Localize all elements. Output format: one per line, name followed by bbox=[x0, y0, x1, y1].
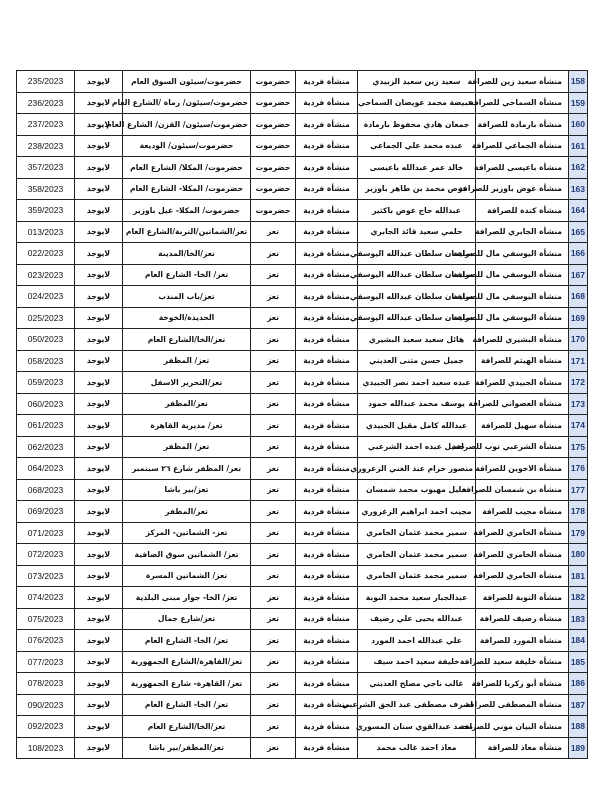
address-cell: حضرموت/سيئون/ القزن/ الشارع العام bbox=[123, 114, 251, 136]
table-row bbox=[17, 737, 588, 759]
address-cell: تعز/ الشماتين سوق الصافية bbox=[123, 544, 251, 566]
row-number-cell: 189 bbox=[569, 737, 588, 759]
branches-status-cell: لايوجد bbox=[75, 479, 123, 501]
governorate-cell: تعز bbox=[251, 221, 296, 243]
establishment-name-cell: منشأة الجبيدي للصرافة bbox=[476, 372, 569, 394]
governorate-cell: تعز bbox=[251, 479, 296, 501]
table-row bbox=[17, 286, 588, 308]
table-row bbox=[17, 200, 588, 222]
establishment-name-cell: منشأة المورد للصرافة bbox=[476, 630, 569, 652]
entity-type-cell: منشأة فردية bbox=[296, 608, 358, 630]
license-number-cell: 235/2023 bbox=[17, 71, 75, 93]
row-number-cell: 161 bbox=[569, 135, 588, 157]
owner-name-cell: عوض محمد بن طاهر باوزير bbox=[358, 178, 476, 200]
branches-status-cell: لايوجد bbox=[75, 694, 123, 716]
license-number-cell: 078/2023 bbox=[17, 673, 75, 695]
branches-status-cell: لايوجد bbox=[75, 114, 123, 136]
governorate-cell: تعز bbox=[251, 673, 296, 695]
license-number-cell: 357/2023 bbox=[17, 157, 75, 179]
table-row bbox=[17, 393, 588, 415]
entity-type-cell: منشأة فردية bbox=[296, 286, 358, 308]
table-row bbox=[17, 458, 588, 480]
license-number-cell: 092/2023 bbox=[17, 716, 75, 738]
table-row bbox=[17, 415, 588, 437]
table-row bbox=[17, 329, 588, 351]
table-row bbox=[17, 565, 588, 587]
address-cell: الحديدة/الخوخة bbox=[123, 307, 251, 329]
establishment-name-cell: منشأة اليوسفي مال للصرافة bbox=[476, 307, 569, 329]
owner-name-cell: سليمان سلطان عبدالله اليوسفي bbox=[358, 307, 476, 329]
branches-status-cell: لايوجد bbox=[75, 200, 123, 222]
table-row bbox=[17, 651, 588, 673]
entity-type-cell: منشأة فردية bbox=[296, 544, 358, 566]
address-cell: تعز/الشماتين/التربة/الشارع العام bbox=[123, 221, 251, 243]
license-number-cell: 075/2023 bbox=[17, 608, 75, 630]
address-cell: تعز/ مديرية القاهرة bbox=[123, 415, 251, 437]
row-number-cell: 186 bbox=[569, 673, 588, 695]
branches-status-cell: لايوجد bbox=[75, 372, 123, 394]
establishment-name-cell: منشأة سهيل للصرافة bbox=[476, 415, 569, 437]
branches-status-cell: لايوجد bbox=[75, 544, 123, 566]
governorate-cell: تعز bbox=[251, 264, 296, 286]
branches-status-cell: لايوجد bbox=[75, 436, 123, 458]
row-number-cell: 164 bbox=[569, 200, 588, 222]
establishment-name-cell: منشأة النوبة للصرافة bbox=[476, 587, 569, 609]
entity-type-cell: منشأة فردية bbox=[296, 307, 358, 329]
establishment-name-cell: منشأة الشرعبي توب للصرافة bbox=[476, 436, 569, 458]
branches-status-cell: لايوجد bbox=[75, 393, 123, 415]
entity-type-cell: منشأة فردية bbox=[296, 92, 358, 114]
establishment-name-cell: منشأة بن شمسان للصرافة bbox=[476, 479, 569, 501]
governorate-cell: حضرموت bbox=[251, 71, 296, 93]
owner-name-cell: سعيد زين سعيد الزبيدي bbox=[358, 71, 476, 93]
entity-type-cell: منشأة فردية bbox=[296, 200, 358, 222]
row-number-cell: 166 bbox=[569, 243, 588, 265]
branches-status-cell: لايوجد bbox=[75, 157, 123, 179]
branches-status-cell: لايوجد bbox=[75, 587, 123, 609]
license-number-cell: 237/2023 bbox=[17, 114, 75, 136]
branches-status-cell: لايوجد bbox=[75, 221, 123, 243]
entity-type-cell: منشأة فردية bbox=[296, 415, 358, 437]
owner-name-cell: سليمان سلطان عبدالله اليوسفي bbox=[358, 286, 476, 308]
license-number-cell: 062/2023 bbox=[17, 436, 75, 458]
address-cell: تعز/بير باشا bbox=[123, 479, 251, 501]
establishment-name-cell: منشأة الهيثم للصرافة bbox=[476, 350, 569, 372]
license-number-cell: 071/2023 bbox=[17, 522, 75, 544]
entity-type-cell: منشأة فردية bbox=[296, 458, 358, 480]
branches-status-cell: لايوجد bbox=[75, 92, 123, 114]
address-cell: تعز/شارع جمال bbox=[123, 608, 251, 630]
table-row bbox=[17, 178, 588, 200]
governorate-cell: حضرموت bbox=[251, 178, 296, 200]
branches-status-cell: لايوجد bbox=[75, 565, 123, 587]
owner-name-cell: يوسف محمد عبدالله حمود bbox=[358, 393, 476, 415]
owner-name-cell: هائل سعيد سعيد البشيري bbox=[358, 329, 476, 351]
governorate-cell: حضرموت bbox=[251, 157, 296, 179]
branches-status-cell: لايوجد bbox=[75, 522, 123, 544]
branches-status-cell: لايوجد bbox=[75, 458, 123, 480]
row-number-cell: 181 bbox=[569, 565, 588, 587]
license-number-cell: 024/2023 bbox=[17, 286, 75, 308]
governorate-cell: تعز bbox=[251, 694, 296, 716]
license-number-cell: 074/2023 bbox=[17, 587, 75, 609]
table-row bbox=[17, 307, 588, 329]
row-number-cell: 171 bbox=[569, 350, 588, 372]
branches-status-cell: لايوجد bbox=[75, 608, 123, 630]
table-row bbox=[17, 221, 588, 243]
establishment-name-cell: منشأة الجابري للصرافة bbox=[476, 221, 569, 243]
owner-name-cell: جميل حسن مثنى العديني bbox=[358, 350, 476, 372]
table-row bbox=[17, 436, 588, 458]
table-row bbox=[17, 501, 588, 523]
governorate-cell: تعز bbox=[251, 415, 296, 437]
branches-status-cell: لايوجد bbox=[75, 178, 123, 200]
governorate-cell: تعز bbox=[251, 651, 296, 673]
governorate-cell: تعز bbox=[251, 630, 296, 652]
table-row bbox=[17, 135, 588, 157]
table-row bbox=[17, 92, 588, 114]
owner-name-cell: عبدالله حاج عوض باكثير bbox=[358, 200, 476, 222]
establishment-name-cell: منشأة العصواني للصرافة bbox=[476, 393, 569, 415]
owner-name-cell: خليل مهيوب محمد شمسان bbox=[358, 479, 476, 501]
owner-name-cell: محمد عبدالقوي سنان المسوري bbox=[358, 716, 476, 738]
address-cell: تعز- الشماتين- المركز bbox=[123, 522, 251, 544]
governorate-cell: تعز bbox=[251, 608, 296, 630]
entity-type-cell: منشأة فردية bbox=[296, 329, 358, 351]
row-number-cell: 176 bbox=[569, 458, 588, 480]
exchange-registry-table bbox=[16, 70, 588, 759]
entity-type-cell: منشأة فردية bbox=[296, 372, 358, 394]
branches-status-cell: لايوجد bbox=[75, 630, 123, 652]
governorate-cell: تعز bbox=[251, 716, 296, 738]
entity-type-cell: منشأة فردية bbox=[296, 479, 358, 501]
table-row bbox=[17, 243, 588, 265]
row-number-cell: 167 bbox=[569, 264, 588, 286]
address-cell: تعز/ الخا- الشارع العام bbox=[123, 694, 251, 716]
table-row bbox=[17, 608, 588, 630]
row-number-cell: 169 bbox=[569, 307, 588, 329]
row-number-cell: 184 bbox=[569, 630, 588, 652]
entity-type-cell: منشأة فردية bbox=[296, 716, 358, 738]
license-number-cell: 077/2023 bbox=[17, 651, 75, 673]
address-cell: تعز/ الشماتين المسرة bbox=[123, 565, 251, 587]
row-number-cell: 159 bbox=[569, 92, 588, 114]
license-number-cell: 108/2023 bbox=[17, 737, 75, 759]
license-number-cell: 090/2023 bbox=[17, 694, 75, 716]
owner-name-cell: علي عبدالله احمد المورد bbox=[358, 630, 476, 652]
address-cell: تعز/التحرير الاسفل bbox=[123, 372, 251, 394]
establishment-name-cell: منشأة معاذ للصرافة bbox=[476, 737, 569, 759]
entity-type-cell: منشأة فردية bbox=[296, 630, 358, 652]
entity-type-cell: منشأة فردية bbox=[296, 178, 358, 200]
entity-type-cell: منشأة فردية bbox=[296, 565, 358, 587]
entity-type-cell: منشأة فردية bbox=[296, 243, 358, 265]
entity-type-cell: منشأة فردية bbox=[296, 673, 358, 695]
row-number-cell: 187 bbox=[569, 694, 588, 716]
address-cell: تعز/ الخا- الشارع العام bbox=[123, 630, 251, 652]
establishment-name-cell: منشأة اليوسفي مال للصرافة bbox=[476, 286, 569, 308]
license-number-cell: 072/2023 bbox=[17, 544, 75, 566]
address-cell: حضرموت/ المكلا/ الشارع العام bbox=[123, 157, 251, 179]
owner-name-cell: خالد عمر عبدالله باعيسى bbox=[358, 157, 476, 179]
establishment-name-cell: منشأة الجماعي للصرافة bbox=[476, 135, 569, 157]
address-cell: تعز/المظفر bbox=[123, 393, 251, 415]
branches-status-cell: لايوجد bbox=[75, 307, 123, 329]
table-row bbox=[17, 157, 588, 179]
license-number-cell: 073/2023 bbox=[17, 565, 75, 587]
owner-name-cell: سليمان سلطان عبدالله اليوسفي bbox=[358, 264, 476, 286]
owner-name-cell: منصور حزام عبد الغني الزعروري bbox=[358, 458, 476, 480]
address-cell: تعز/ الخا- جوار مبنى البلدية bbox=[123, 587, 251, 609]
owner-name-cell: خليفة سعيد احمد سيف bbox=[358, 651, 476, 673]
table-row bbox=[17, 673, 588, 695]
owner-name-cell: سليمان سلطان عبدالله اليوسفي bbox=[358, 243, 476, 265]
license-number-cell: 023/2023 bbox=[17, 264, 75, 286]
establishment-name-cell: منشأة الخامري للصرافة bbox=[476, 565, 569, 587]
address-cell: تعز/المظفر/بير باشا bbox=[123, 737, 251, 759]
owner-name-cell: مجيب احمد ابراهيم الزغروري bbox=[358, 501, 476, 523]
address-cell: حضرموت/سيئون/ الوديعة bbox=[123, 135, 251, 157]
row-number-cell: 160 bbox=[569, 114, 588, 136]
license-number-cell: 069/2023 bbox=[17, 501, 75, 523]
establishment-name-cell: منشأة بارمادة للصرافة bbox=[476, 114, 569, 136]
governorate-cell: حضرموت bbox=[251, 114, 296, 136]
license-number-cell: 058/2023 bbox=[17, 350, 75, 372]
table-row bbox=[17, 694, 588, 716]
entity-type-cell: منشأة فردية bbox=[296, 71, 358, 93]
owner-name-cell: سمير محمد عثمان الخامري bbox=[358, 522, 476, 544]
row-number-cell: 168 bbox=[569, 286, 588, 308]
address-cell: تعز/ الخا- الشارع العام bbox=[123, 264, 251, 286]
branches-status-cell: لايوجد bbox=[75, 329, 123, 351]
owner-name-cell: معاذ احمد غالب محمد bbox=[358, 737, 476, 759]
governorate-cell: تعز bbox=[251, 501, 296, 523]
governorate-cell: تعز bbox=[251, 522, 296, 544]
table-row bbox=[17, 350, 588, 372]
entity-type-cell: منشأة فردية bbox=[296, 221, 358, 243]
table-row bbox=[17, 479, 588, 501]
entity-type-cell: منشأة فردية bbox=[296, 436, 358, 458]
row-number-cell: 183 bbox=[569, 608, 588, 630]
branches-status-cell: لايوجد bbox=[75, 501, 123, 523]
owner-name-cell: عبدالجبار سعيد محمد النوبة bbox=[358, 587, 476, 609]
row-number-cell: 185 bbox=[569, 651, 588, 673]
entity-type-cell: منشأة فردية bbox=[296, 522, 358, 544]
entity-type-cell: منشأة فردية bbox=[296, 501, 358, 523]
license-number-cell: 050/2023 bbox=[17, 329, 75, 351]
establishment-name-cell: منشأة سعيد زين للصرافة bbox=[476, 71, 569, 93]
license-number-cell: 236/2023 bbox=[17, 92, 75, 114]
governorate-cell: تعز bbox=[251, 544, 296, 566]
table-row bbox=[17, 716, 588, 738]
owner-name-cell: غالب ناجي مصلح العديني bbox=[358, 673, 476, 695]
row-number-cell: 178 bbox=[569, 501, 588, 523]
address-cell: تعز/باب المندب bbox=[123, 286, 251, 308]
owner-name-cell: عبده سعيد احمد نصر الجبيدي bbox=[358, 372, 476, 394]
license-number-cell: 238/2023 bbox=[17, 135, 75, 157]
row-number-cell: 170 bbox=[569, 329, 588, 351]
row-number-cell: 158 bbox=[569, 71, 588, 93]
address-cell: تعز/الخا/المدينة bbox=[123, 243, 251, 265]
owner-name-cell: حلمي سعيد قائد الجابري bbox=[358, 221, 476, 243]
table-row bbox=[17, 522, 588, 544]
row-number-cell: 175 bbox=[569, 436, 588, 458]
governorate-cell: حضرموت bbox=[251, 135, 296, 157]
address-cell: تعز/الخا/الشارع العام bbox=[123, 716, 251, 738]
license-number-cell: 025/2023 bbox=[17, 307, 75, 329]
governorate-cell: تعز bbox=[251, 329, 296, 351]
address-cell: تعز/المظفر bbox=[123, 501, 251, 523]
governorate-cell: تعز bbox=[251, 307, 296, 329]
row-number-cell: 177 bbox=[569, 479, 588, 501]
establishment-name-cell: منشأة رضيف للصرافة bbox=[476, 608, 569, 630]
branches-status-cell: لايوجد bbox=[75, 716, 123, 738]
owner-name-cell: جميل عبده احمد الشرعبي bbox=[358, 436, 476, 458]
establishment-name-cell: منشأة عوض باوزير للصرافة bbox=[476, 178, 569, 200]
governorate-cell: تعز bbox=[251, 243, 296, 265]
license-number-cell: 064/2023 bbox=[17, 458, 75, 480]
establishment-name-cell: منشأة أبو زكريا للصرافة bbox=[476, 673, 569, 695]
governorate-cell: حضرموت bbox=[251, 92, 296, 114]
entity-type-cell: منشأة فردية bbox=[296, 587, 358, 609]
row-number-cell: 163 bbox=[569, 178, 588, 200]
branches-status-cell: لايوجد bbox=[75, 350, 123, 372]
address-cell: حضرموت/سيئون السوق العام bbox=[123, 71, 251, 93]
establishment-name-cell: منشأة خليفة سعيد للصرافة bbox=[476, 651, 569, 673]
row-number-cell: 172 bbox=[569, 372, 588, 394]
row-number-cell: 179 bbox=[569, 522, 588, 544]
owner-name-cell: عبدالله كامل مقبل الجبيدي bbox=[358, 415, 476, 437]
entity-type-cell: منشأة فردية bbox=[296, 114, 358, 136]
address-cell: تعز/القاهرة/الشارع الجمهورية bbox=[123, 651, 251, 673]
table-row bbox=[17, 544, 588, 566]
establishment-name-cell: منشأة البيان موني للصرافة bbox=[476, 716, 569, 738]
row-number-cell: 182 bbox=[569, 587, 588, 609]
license-number-cell: 061/2023 bbox=[17, 415, 75, 437]
entity-type-cell: منشأة فردية bbox=[296, 157, 358, 179]
address-cell: حضرموت/سيئون/ رماة /الشارع العام bbox=[123, 92, 251, 114]
table-row bbox=[17, 372, 588, 394]
address-cell: تعز/ المظفر شارع ٢٦ سبتمبر bbox=[123, 458, 251, 480]
branches-status-cell: لايوجد bbox=[75, 71, 123, 93]
license-number-cell: 068/2023 bbox=[17, 479, 75, 501]
table-body bbox=[17, 71, 588, 759]
establishment-name-cell: منشأة مجيب للصرافة bbox=[476, 501, 569, 523]
establishment-name-cell: منشأة الاخوين للصرافة bbox=[476, 458, 569, 480]
governorate-cell: تعز bbox=[251, 737, 296, 759]
branches-status-cell: لايوجد bbox=[75, 286, 123, 308]
table-row bbox=[17, 264, 588, 286]
license-number-cell: 359/2023 bbox=[17, 200, 75, 222]
row-number-cell: 173 bbox=[569, 393, 588, 415]
establishment-name-cell: منشأة كندة للصرافة bbox=[476, 200, 569, 222]
branches-status-cell: لايوجد bbox=[75, 243, 123, 265]
governorate-cell: تعز bbox=[251, 565, 296, 587]
entity-type-cell: منشأة فردية bbox=[296, 264, 358, 286]
license-number-cell: 060/2023 bbox=[17, 393, 75, 415]
row-number-cell: 165 bbox=[569, 221, 588, 243]
establishment-name-cell: منشأة المصطفى للصرافة bbox=[476, 694, 569, 716]
governorate-cell: تعز bbox=[251, 372, 296, 394]
governorate-cell: تعز bbox=[251, 458, 296, 480]
row-number-cell: 188 bbox=[569, 716, 588, 738]
branches-status-cell: لايوجد bbox=[75, 673, 123, 695]
branches-status-cell: لايوجد bbox=[75, 264, 123, 286]
entity-type-cell: منشأة فردية bbox=[296, 350, 358, 372]
establishment-name-cell: منشأة الخامري للصرافة bbox=[476, 522, 569, 544]
governorate-cell: تعز bbox=[251, 587, 296, 609]
entity-type-cell: منشأة فردية bbox=[296, 135, 358, 157]
table-row bbox=[17, 630, 588, 652]
license-number-cell: 013/2023 bbox=[17, 221, 75, 243]
table-row bbox=[17, 71, 588, 93]
governorate-cell: تعز bbox=[251, 393, 296, 415]
establishment-name-cell: منشأة اليوسفي مال للصرافة bbox=[476, 243, 569, 265]
owner-name-cell: عبيضة محمد عويضان السماحي bbox=[358, 92, 476, 114]
entity-type-cell: منشأة فردية bbox=[296, 393, 358, 415]
owner-name-cell: عبده محمد علي الجماعي bbox=[358, 135, 476, 157]
address-cell: تعز/ القاهرة- شارع الجمهورية bbox=[123, 673, 251, 695]
entity-type-cell: منشأة فردية bbox=[296, 694, 358, 716]
branches-status-cell: لايوجد bbox=[75, 737, 123, 759]
license-number-cell: 022/2023 bbox=[17, 243, 75, 265]
establishment-name-cell: منشأة البشيري للصرافة bbox=[476, 329, 569, 351]
entity-type-cell: منشأة فردية bbox=[296, 651, 358, 673]
owner-name-cell: عبدالله يحيى علي رضيف bbox=[358, 608, 476, 630]
establishment-name-cell: منشأة السماحي للصرافة bbox=[476, 92, 569, 114]
governorate-cell: تعز bbox=[251, 286, 296, 308]
establishment-name-cell: منشأة باعيسى للصرافة bbox=[476, 157, 569, 179]
branches-status-cell: لايوجد bbox=[75, 651, 123, 673]
address-cell: تعز/الخا/الشارع العام bbox=[123, 329, 251, 351]
owner-name-cell: جمعان هادي محفوظ بارمادة bbox=[358, 114, 476, 136]
row-number-cell: 174 bbox=[569, 415, 588, 437]
establishment-name-cell: منشأة الخامري للصرافة bbox=[476, 544, 569, 566]
governorate-cell: تعز bbox=[251, 436, 296, 458]
owner-name-cell: سمير محمد عثمان الخامري bbox=[358, 565, 476, 587]
governorate-cell: تعز bbox=[251, 350, 296, 372]
license-number-cell: 076/2023 bbox=[17, 630, 75, 652]
address-cell: تعز/ المظفر bbox=[123, 350, 251, 372]
row-number-cell: 180 bbox=[569, 544, 588, 566]
branches-status-cell: لايوجد bbox=[75, 415, 123, 437]
entity-type-cell: منشأة فردية bbox=[296, 737, 358, 759]
license-number-cell: 059/2023 bbox=[17, 372, 75, 394]
table-row bbox=[17, 587, 588, 609]
governorate-cell: حضرموت bbox=[251, 200, 296, 222]
branches-status-cell: لايوجد bbox=[75, 135, 123, 157]
establishment-name-cell: منشأة اليوسفي مال للصرافة bbox=[476, 264, 569, 286]
address-cell: حضرموت/ المكلا- الشارع العام bbox=[123, 178, 251, 200]
license-number-cell: 358/2023 bbox=[17, 178, 75, 200]
address-cell: تعز/ المظفر bbox=[123, 436, 251, 458]
table-row bbox=[17, 114, 588, 136]
owner-name-cell: اشرف مصطفى عبد الحق الشرعبي bbox=[358, 694, 476, 716]
row-number-cell: 162 bbox=[569, 157, 588, 179]
owner-name-cell: سمير محمد عثمان الخامري bbox=[358, 544, 476, 566]
address-cell: حضرموت/ المكلا- غيل باوزير bbox=[123, 200, 251, 222]
